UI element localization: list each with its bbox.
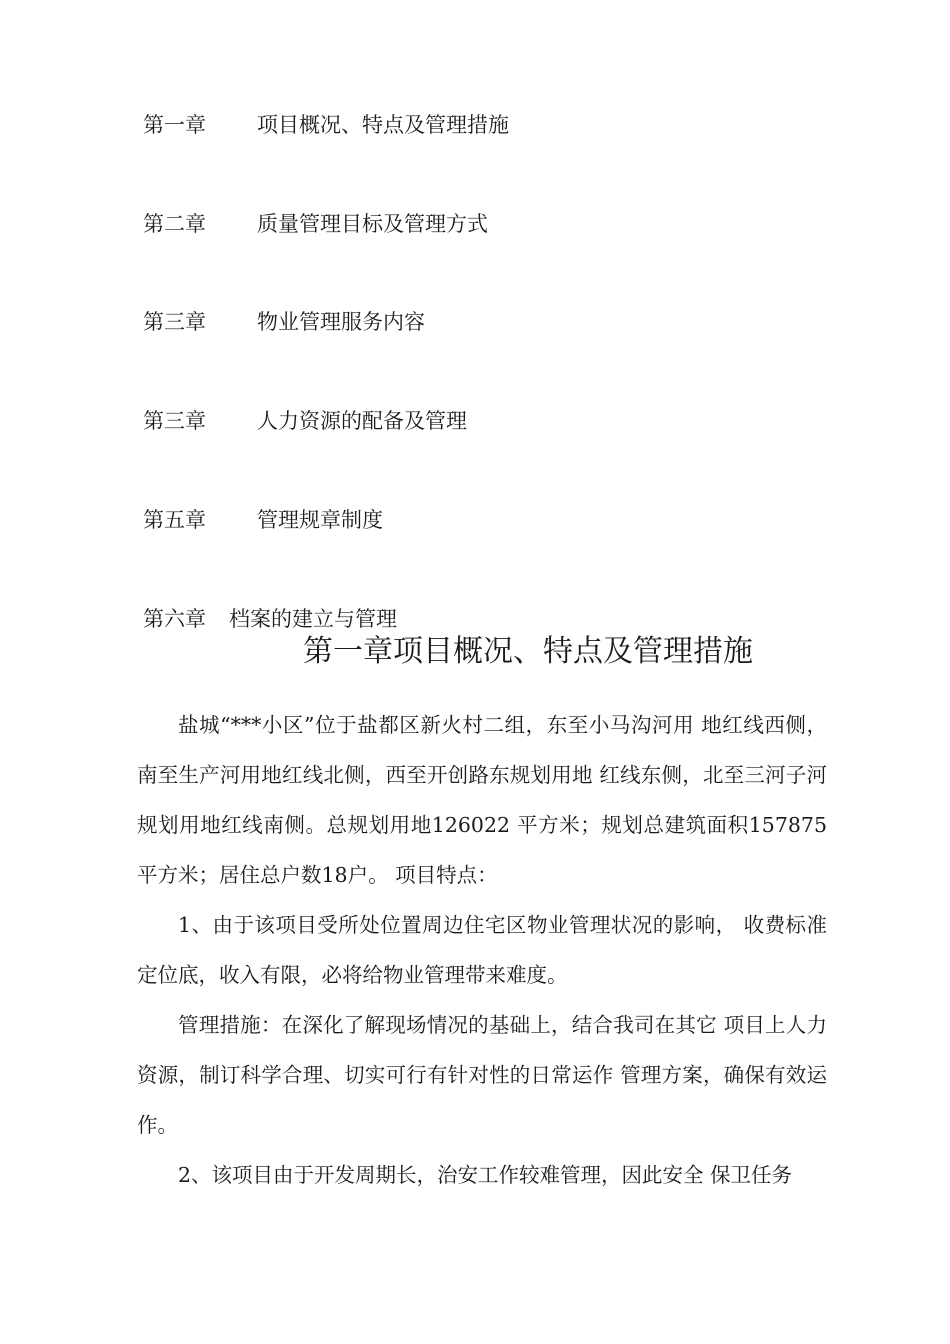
toc-chapter-number: 第五章 [143,508,206,532]
toc-chapter-title: 物业管理服务内容 [257,310,425,334]
toc-chapter-number: 第三章 [143,409,206,433]
paragraph: 管理措施：在深化了解现场情况的基础上，结合我司在其它 项目上人力资源，制订科学合理、切实可行有针对性的日常运作 管理方案，确保有效运作。 [137,1013,827,1137]
chapter-heading: 第一章项目概况、特点及管理措施 [303,634,753,669]
toc-chapter-number: 第一章 [143,113,206,137]
body-text [137,700,827,1200]
toc-chapter-title: 人力资源的配备及管理 [257,409,467,433]
toc-chapter-number: 第六章 [143,607,206,631]
toc-chapter-title: 管理规章制度 [257,508,383,532]
paragraph: 2、该项目由于开发周期长，治安工作较难管理，因此安全 保卫任务 [178,1163,793,1187]
toc-chapter-number: 第三章 [143,310,206,334]
paragraph: 盐城“***小区”位于盐都区新火村二组，东至小马沟河用 地红线西侧，南至生产河用地红线北侧，西至开创路东规划用地 红线东侧，北至三河子河规划用地红线南侧。总规划用地126022 平方米；规划总建筑面积157875平方米；居住总户数18户。 项目特点： [137,713,827,887]
toc-chapter-title: 质量管理目标及管理方式 [257,212,488,236]
toc-chapter-title: 项目概况、特点及管理措施 [257,113,509,137]
paragraph: 1、由于该项目受所处位置周边住宅区物业管理状况的影响， 收费标准定位底，收入有限，必将给物业管理带来难度。 [137,913,827,987]
toc-chapter-title: 档案的建立与管理 [229,607,397,631]
toc-chapter-number: 第二章 [143,212,206,236]
